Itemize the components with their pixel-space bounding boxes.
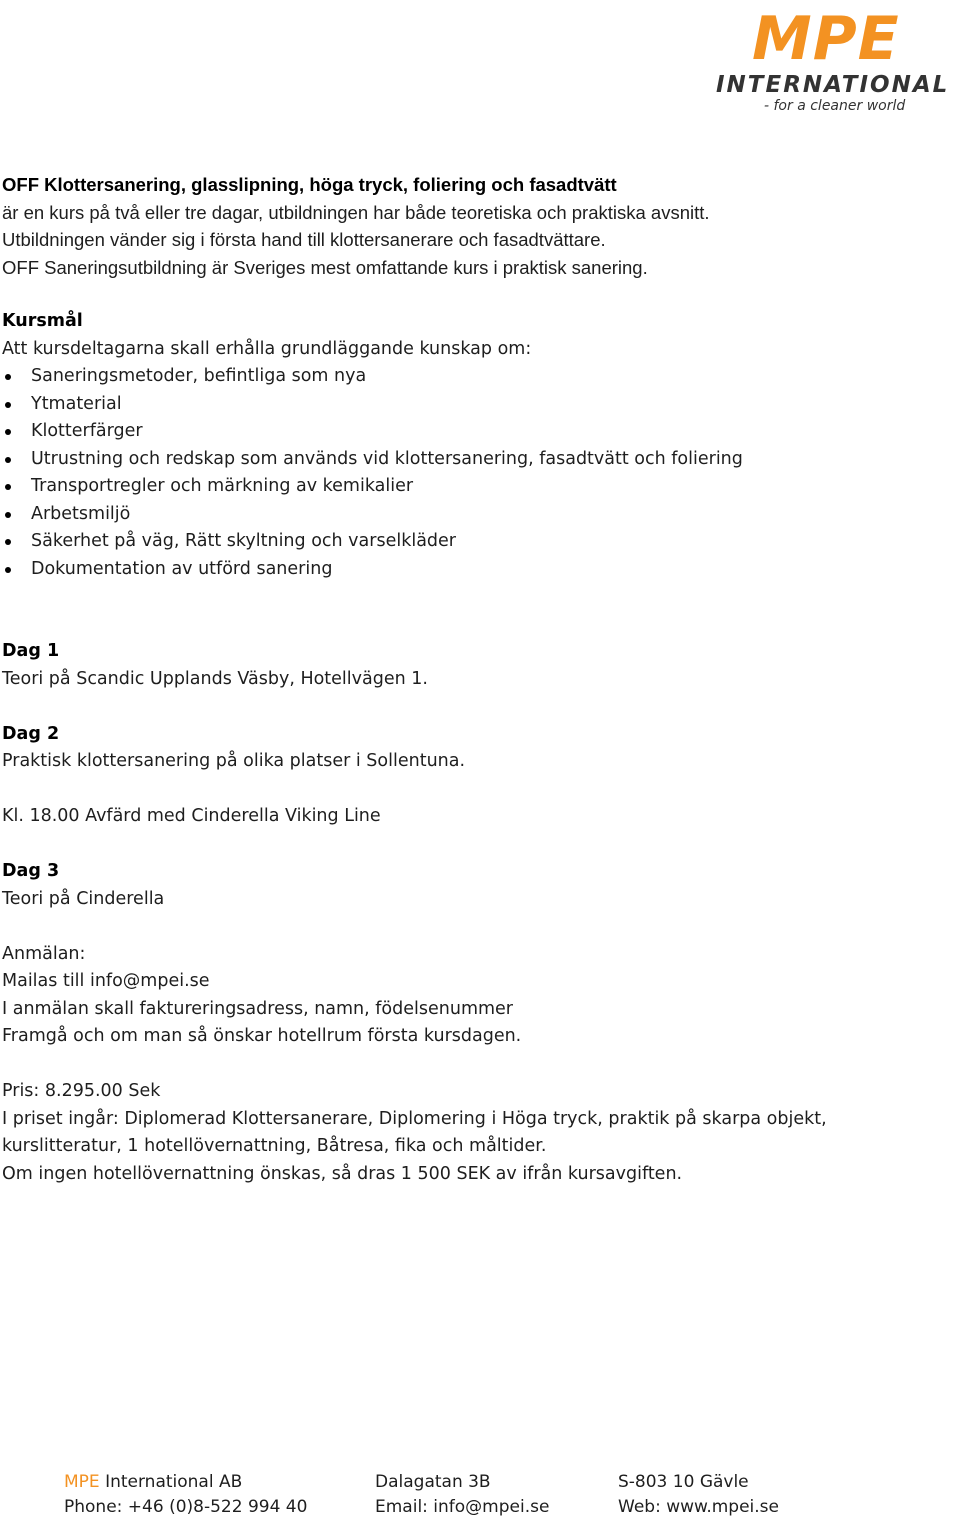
logo-subtitle: INTERNATIONAL xyxy=(716,72,950,98)
departure-text: Kl. 18.00 Avfärd med Cinderella Viking Line xyxy=(2,806,381,826)
schedule-section xyxy=(2,638,942,1188)
intro-section xyxy=(2,171,942,281)
registration-line: Framgå och om man så önskar hotellrum första kursdagen. xyxy=(2,1026,522,1046)
footer-company-rest: International AB xyxy=(99,1472,243,1492)
day1-heading: Dag 1 xyxy=(2,641,60,661)
logo-tagline: - for a cleaner world xyxy=(764,98,906,114)
footer-phone: Phone: +46 (0)8-522 994 40 xyxy=(64,1497,308,1517)
footer-city: S-803 10 Gävle xyxy=(618,1472,749,1492)
day2-text: Praktisk klottersanering på olika platser i Sollentuna. xyxy=(2,751,466,771)
list-item: Transportregler och märkning av kemikalier xyxy=(2,473,942,501)
day2-heading: Dag 2 xyxy=(2,723,60,744)
footer-address: Dalagatan 3B xyxy=(375,1472,491,1492)
price-line: Om ingen hotellövernattning önskas, så dras 1 500 SEK av ifrån kursavgiften. xyxy=(2,1163,683,1184)
intro-line: OFF Saneringsutbildning är Sveriges mest omfattande kurs i praktisk sanering. xyxy=(2,256,648,278)
list-item: Saneringsmetoder, befintliga som nya xyxy=(2,363,942,391)
list-item: Utrustning och redskap som används vid klottersanering, fasadtvätt och foliering xyxy=(2,446,942,474)
course-title: OFF Klottersanering, glasslipning, höga tryck, foliering och fasadtvätt xyxy=(2,174,617,195)
list-item: Ytmaterial xyxy=(2,391,942,419)
list-item: Säkerhet på väg, Rätt skyltning och varselkläder xyxy=(2,528,942,556)
logo-wordmark: MPE xyxy=(752,4,900,74)
company-logo xyxy=(716,6,956,118)
page-footer xyxy=(64,1470,944,1520)
course-goals-section xyxy=(2,308,942,583)
intro-line: är en kurs på två eller tre dagar, utbildningen har både teoretiska och praktiska avsnitt. xyxy=(2,201,710,223)
day1-text: Teori på Scandic Upplands Väsby, Hotellvägen 1. xyxy=(2,668,428,689)
footer-web: Web: www.mpei.se xyxy=(618,1497,780,1517)
list-item: Dokumentation av utförd sanering xyxy=(2,556,942,584)
day3-text: Teori på Cinderella xyxy=(2,888,165,909)
registration-line: I anmälan skall faktureringsadress, namn, födelsenummer xyxy=(2,998,514,1019)
course-goals-lead: Att kursdeltagarna skall erhålla grundläggande kunskap om: xyxy=(2,338,532,359)
price-line: I priset ingår: Diplomerad Klottersanerare, Diplomering i Höga tryck, praktik på skarpa objekt, xyxy=(2,1108,827,1129)
list-item: Klotterfärger xyxy=(2,418,942,446)
list-item: Arbetsmiljö xyxy=(2,501,942,529)
day3-heading: Dag 3 xyxy=(2,861,60,881)
course-goals-list xyxy=(2,363,942,583)
intro-line: Utbildningen vänder sig i första hand till klottersanerare och fasadtvättare. xyxy=(2,229,606,251)
registration-line: Mailas till info@mpei.se xyxy=(2,971,210,991)
price-label: Pris: 8.295.00 Sek xyxy=(2,1081,161,1101)
footer-company-brand: MPE xyxy=(64,1472,100,1492)
price-line: kurslitteratur, 1 hotellövernattning, Båtresa, fika och måltider. xyxy=(2,1136,547,1156)
footer-company xyxy=(64,1470,242,1495)
registration-heading: Anmälan: xyxy=(2,943,86,964)
course-goals-heading: Kursmål xyxy=(2,311,83,331)
footer-email: Email: info@mpei.se xyxy=(375,1497,550,1517)
